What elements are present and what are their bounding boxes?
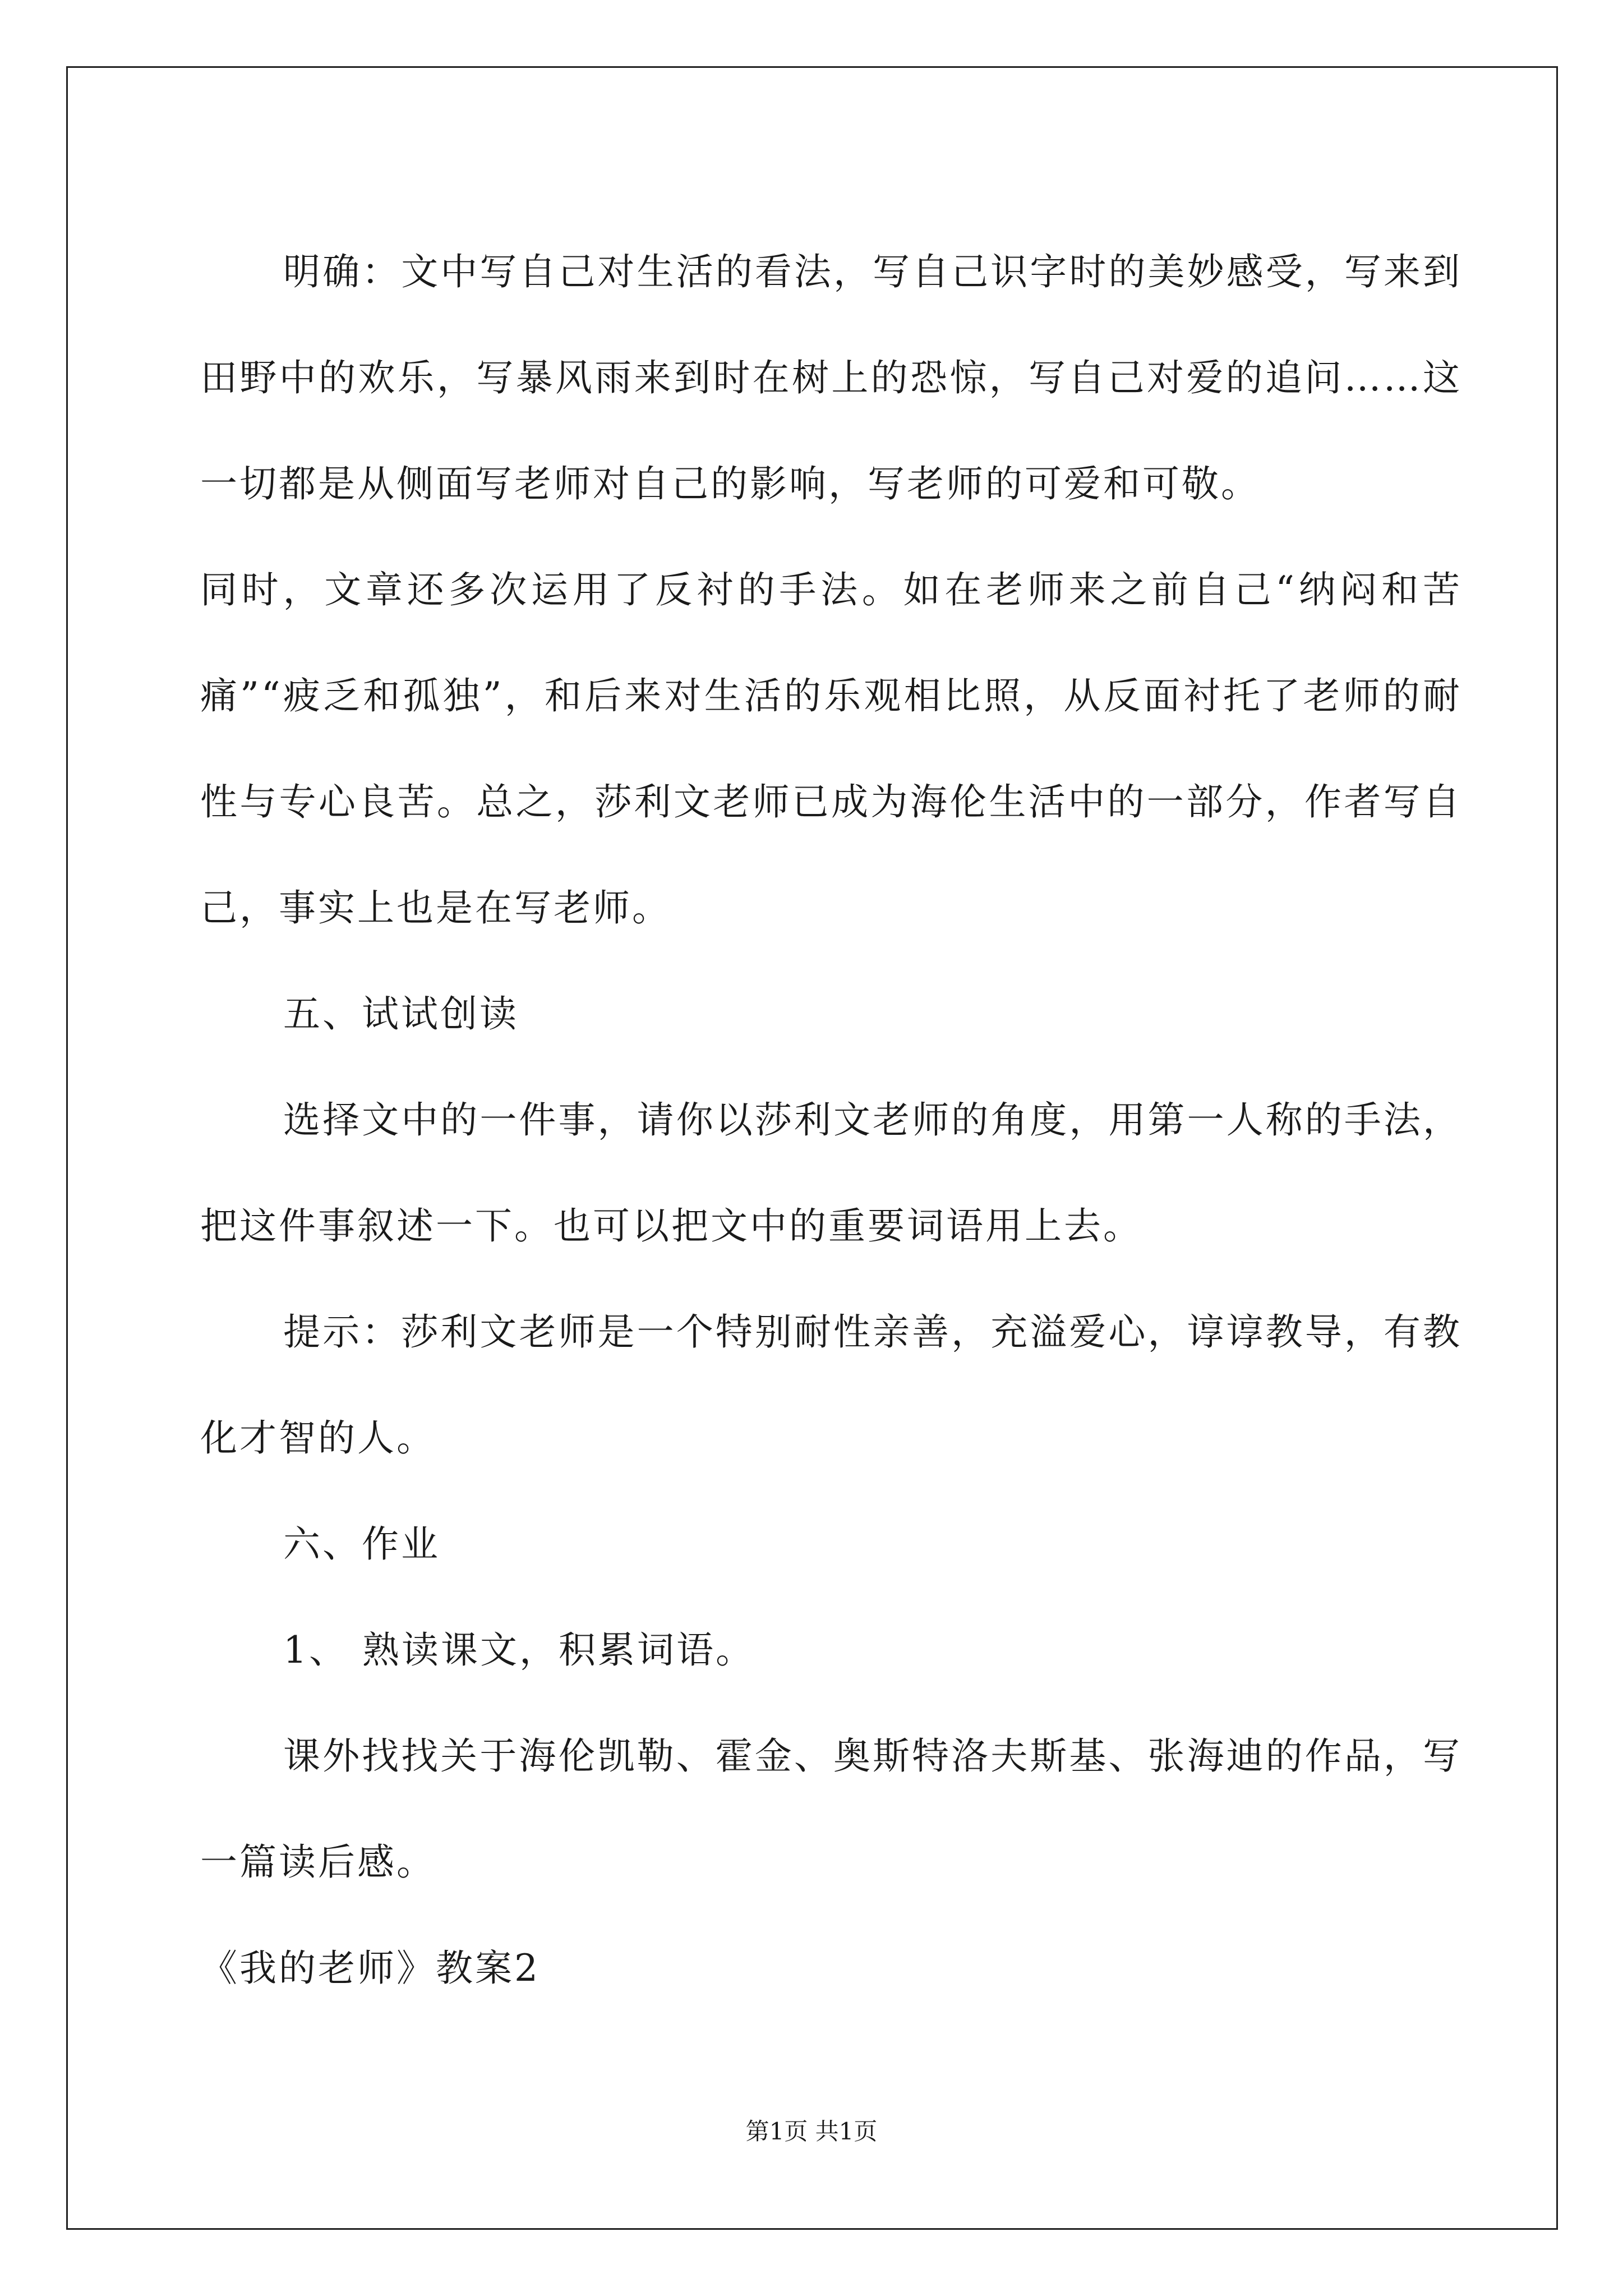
section-heading-six: 六、作业 [283,1522,440,1566]
page-footer: 第1页 共1页 [745,2118,878,2145]
paragraph-task: 选择文中的一件事，请你以莎利文老师的角度，用第一人称的手法，把这件事叙述一下。也可以把文中的重要词语用上去。 [200,1098,1462,1248]
paragraph-contrast: 同时，文章还多次运用了反衬的手法。如在老师来之前自己“纳闷和苦痛”“疲乏和孤独”，和后来对生活的乐观相比照，从反面衬托了老师的耐性与专心良苦。总之，莎利文老师已成为海伦生活中的一部分，作者写自己，事实上也是在写老师。 [200,568,1462,930]
lesson-plan-title: 《我的老师》教案2 [200,1947,540,1990]
paragraph-hint: 提示：莎利文老师是一个特别耐性亲善，充溢爱心，谆谆教导，有教化才智的人。 [200,1310,1462,1460]
document-body [200,219,1462,2021]
section-heading-five: 五、试试创读 [283,992,519,1036]
homework-item-1: 1、 熟读课文，积累词语。 [283,1628,755,1672]
paragraph-conclusion: 明确：文中写自己对生活的看法，写自己识字时的美妙感受，写来到田野中的欢乐，写暴风雨来到时在树上的恐惊，写自己对爱的追问……这一切都是从侧面写老师对自己的影响，写老师的可爱和可敬。 [200,250,1462,505]
homework-item-2: 课外找找关于海伦凯勒、霍金、奥斯特洛夫斯基、张海迪的作品，写一篇读后感。 [200,1734,1462,1884]
